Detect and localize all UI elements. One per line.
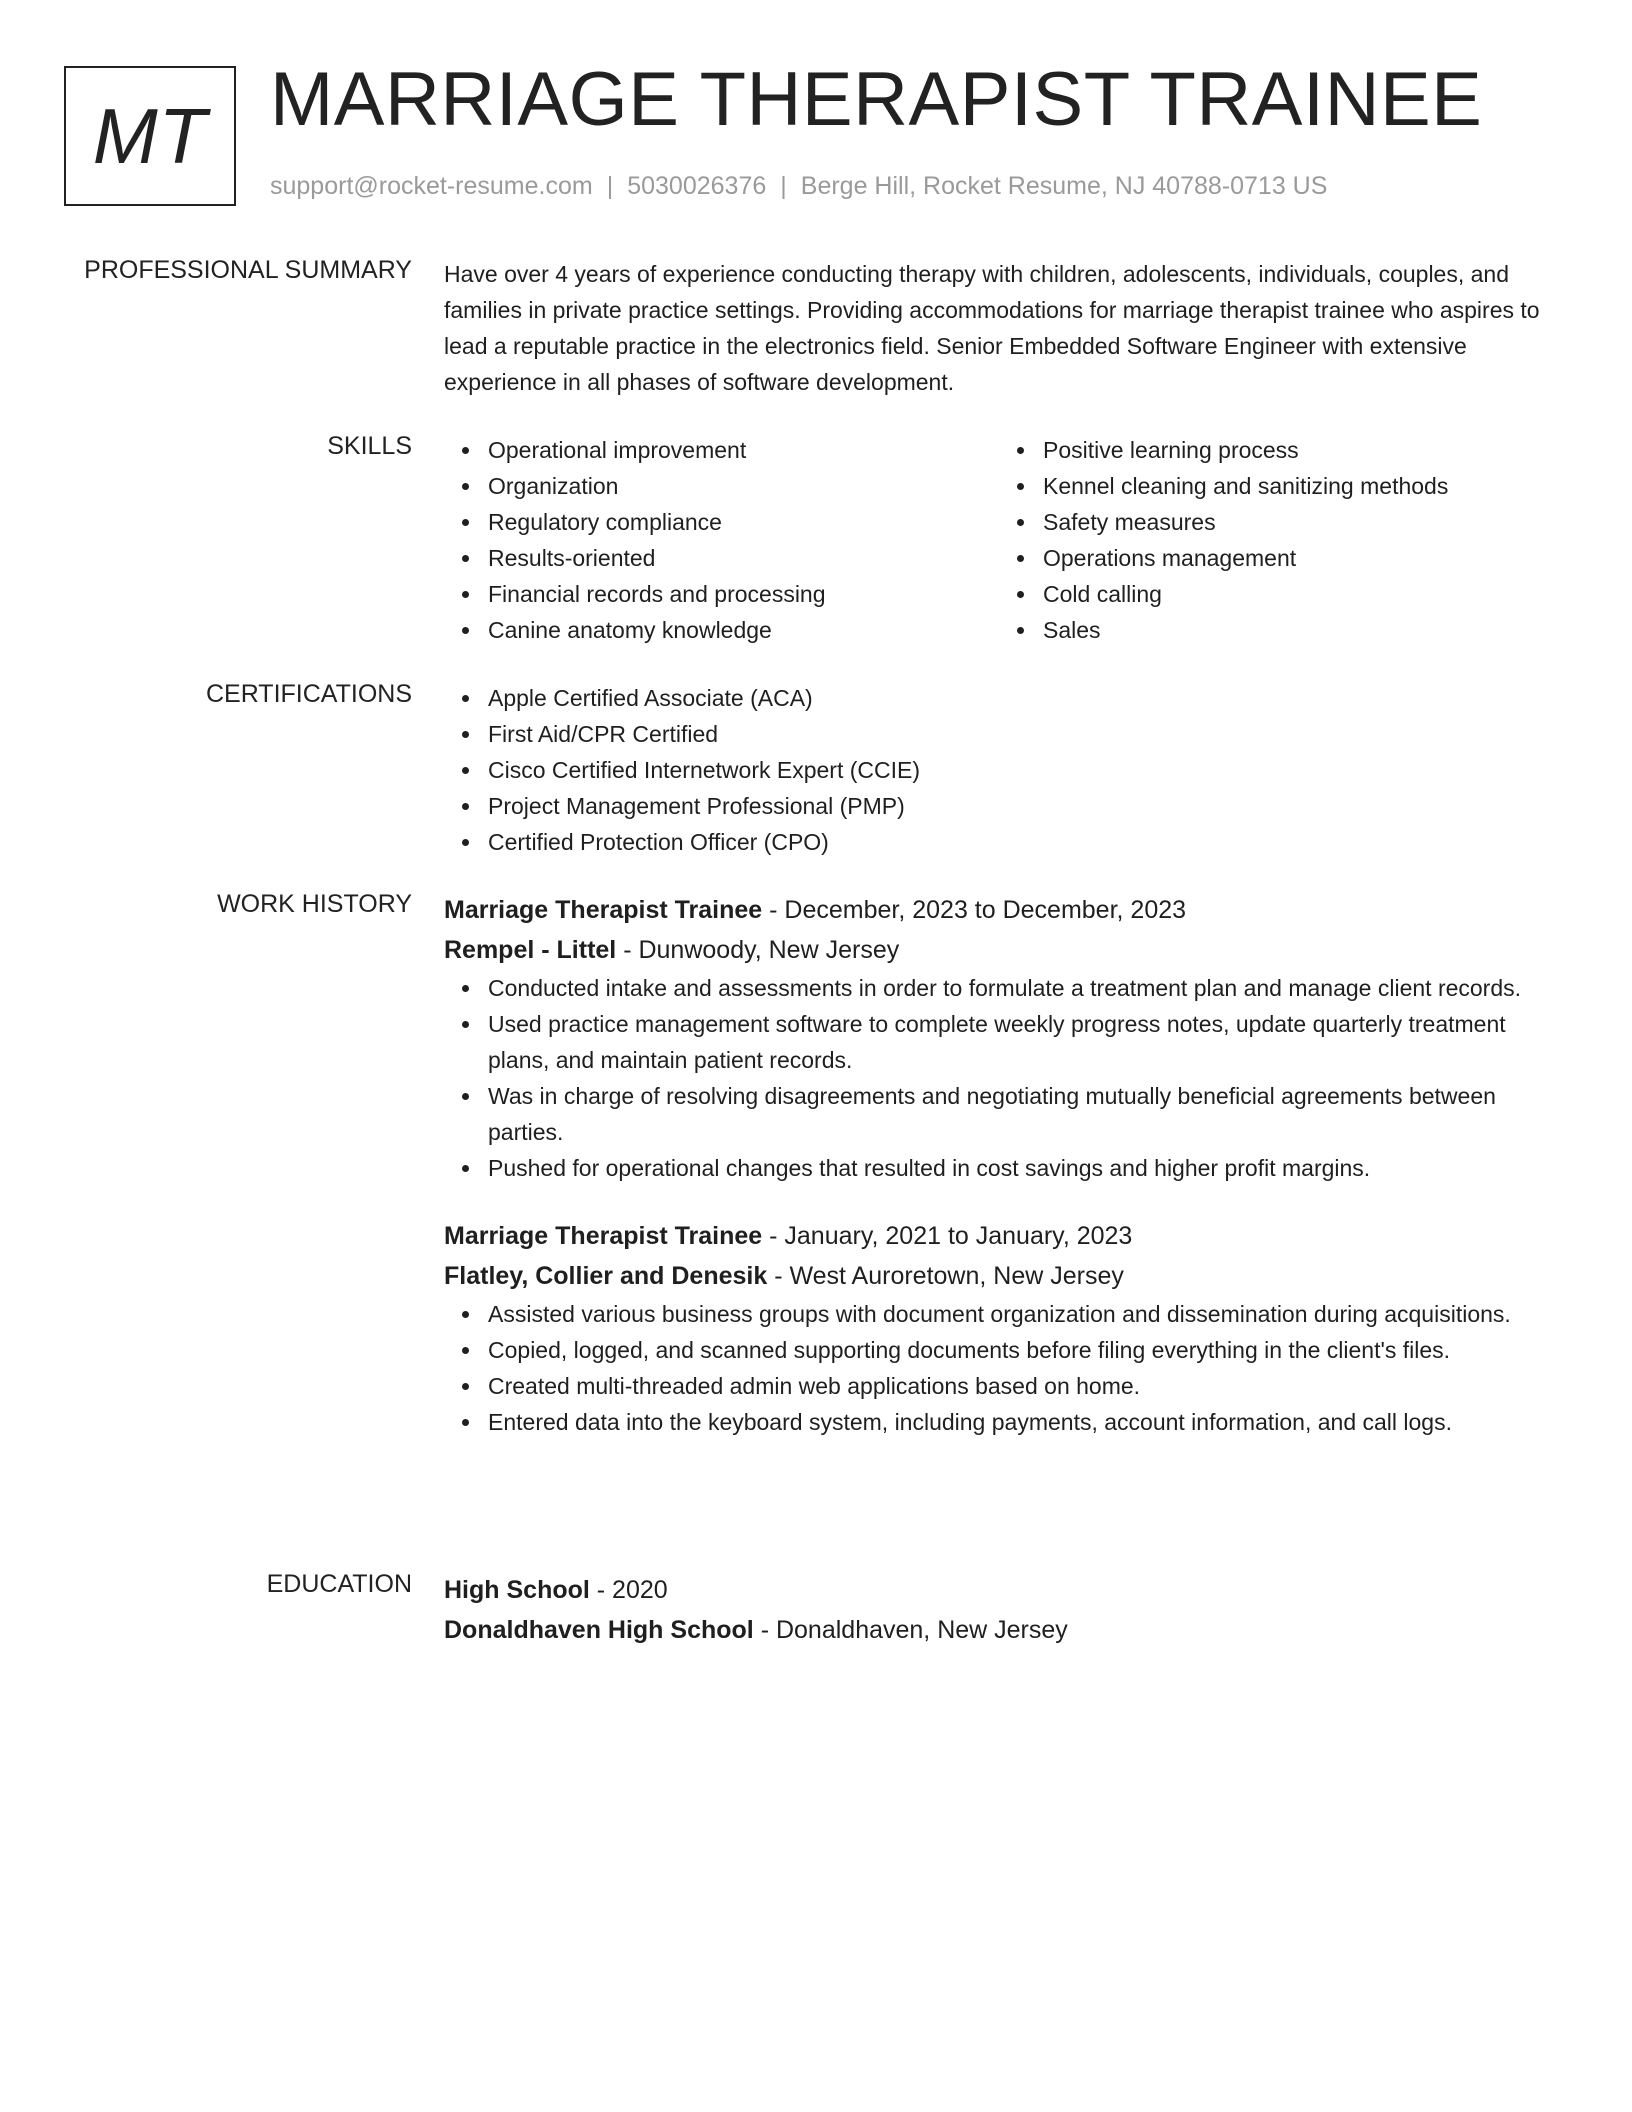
certifications-label: CERTIFICATIONS [205,680,412,708]
certification-item: First Aid/CPR Certified [488,716,1554,752]
candidate-name: MARRIAGE THERAPIST TRAINEE [270,57,1483,142]
skill-item: Organization [488,468,999,504]
skills-label: SKILLS [327,432,412,460]
education-body [444,1570,1554,1650]
job-title-line [444,890,1554,930]
education-year: - 2020 [589,1576,668,1604]
monogram-initials: MT [92,91,208,180]
job-entry [444,890,1554,1186]
address: Berge Hill, Rocket Resume, NJ 40788-0713 US [800,172,1328,200]
phone: 5030026376 [627,172,767,200]
skill-item: Regulatory compliance [488,504,999,540]
education-degree-line [444,1570,1554,1610]
job-bullet: Assisted various business groups with document organization and dissemination during acquisitions. [488,1296,1554,1332]
email: support@rocket-resume.com [270,172,593,200]
skill-item: Safety measures [1043,504,1554,540]
skill-item: Cold calling [1043,576,1554,612]
job-company: Rempel - Littel [444,936,617,964]
certification-item: Apple Certified Associate (ACA) [488,680,1554,716]
certification-item: Cisco Certified Internetwork Expert (CCIE) [488,752,1554,788]
summary-text: Have over 4 years of experience conducting therapy with children, adolescents, individuals, couples, and families in private practice settings. Providing accommodations for marriage therapist trainee who aspires to lead a reputable practice in the electronics field. Senior Embedded Software Engineer with extensive experience in all phases of software development. [444,261,1540,395]
job-org-line [444,1256,1554,1296]
skills-list-left [444,432,999,648]
skill-item: Sales [1043,612,1554,648]
job-dates: - December, 2023 to December, 2023 [762,896,1187,924]
skill-item: Results-oriented [488,540,999,576]
work-label: WORK HISTORY [217,890,412,918]
summary-label: PROFESSIONAL SUMMARY [84,256,412,284]
job-bullet: Entered data into the keyboard system, including payments, account information, and call logs. [488,1404,1554,1440]
skills-list-right [999,432,1554,648]
skill-item: Kennel cleaning and sanitizing methods [1043,468,1554,504]
monogram-box [64,66,236,206]
job-location: - West Auroretown, New Jersey [767,1262,1124,1290]
certifications-list [444,680,1554,860]
job-title: Marriage Therapist Trainee [444,896,763,924]
work-body [444,890,1554,1440]
job-bullet: Used practice management software to complete weekly progress notes, update quarterly treatment plans, and maintain patient records. [488,1006,1554,1078]
job-bullet: Created multi-threaded admin web applications based on home. [488,1368,1554,1404]
certification-item: Certified Protection Officer (CPO) [488,824,1554,860]
contact-line [270,172,1327,201]
job-title: Marriage Therapist Trainee [444,1222,763,1250]
job-company: Flatley, Collier and Denesik [444,1262,768,1290]
skill-item: Operational improvement [488,432,999,468]
separator: | [606,172,614,200]
job-location: - Dunwoody, New Jersey [616,936,900,964]
job-bullet: Was in charge of resolving disagreements and negotiating mutually beneficial agreements between parties. [488,1078,1554,1150]
job-bullet: Copied, logged, and scanned supporting documents before filing everything in the client's files. [488,1332,1554,1368]
summary-body [444,256,1554,400]
job-bullet: Conducted intake and assessments in order to formulate a treatment plan and manage client records. [488,970,1554,1006]
skill-item: Positive learning process [1043,432,1554,468]
job-title-line [444,1216,1554,1256]
skill-item: Operations management [1043,540,1554,576]
education-school: Donaldhaven High School [444,1616,754,1644]
skill-item: Canine anatomy knowledge [488,612,999,648]
certifications-body [444,680,1554,860]
skill-item: Financial records and processing [488,576,999,612]
education-location: - Donaldhaven, New Jersey [753,1616,1068,1644]
job-entry [444,1216,1554,1440]
skills-body [444,432,1554,648]
job-bullet: Pushed for operational changes that resulted in cost savings and higher profit margins. [488,1150,1554,1186]
job-org-line [444,930,1554,970]
job-bullets [444,1296,1554,1440]
education-label: EDUCATION [266,1570,412,1598]
job-bullets [444,970,1554,1186]
certification-item: Project Management Professional (PMP) [488,788,1554,824]
separator: | [780,172,787,200]
education-school-line [444,1610,1554,1650]
education-degree: High School [444,1576,590,1604]
job-dates: - January, 2021 to January, 2023 [762,1222,1133,1250]
